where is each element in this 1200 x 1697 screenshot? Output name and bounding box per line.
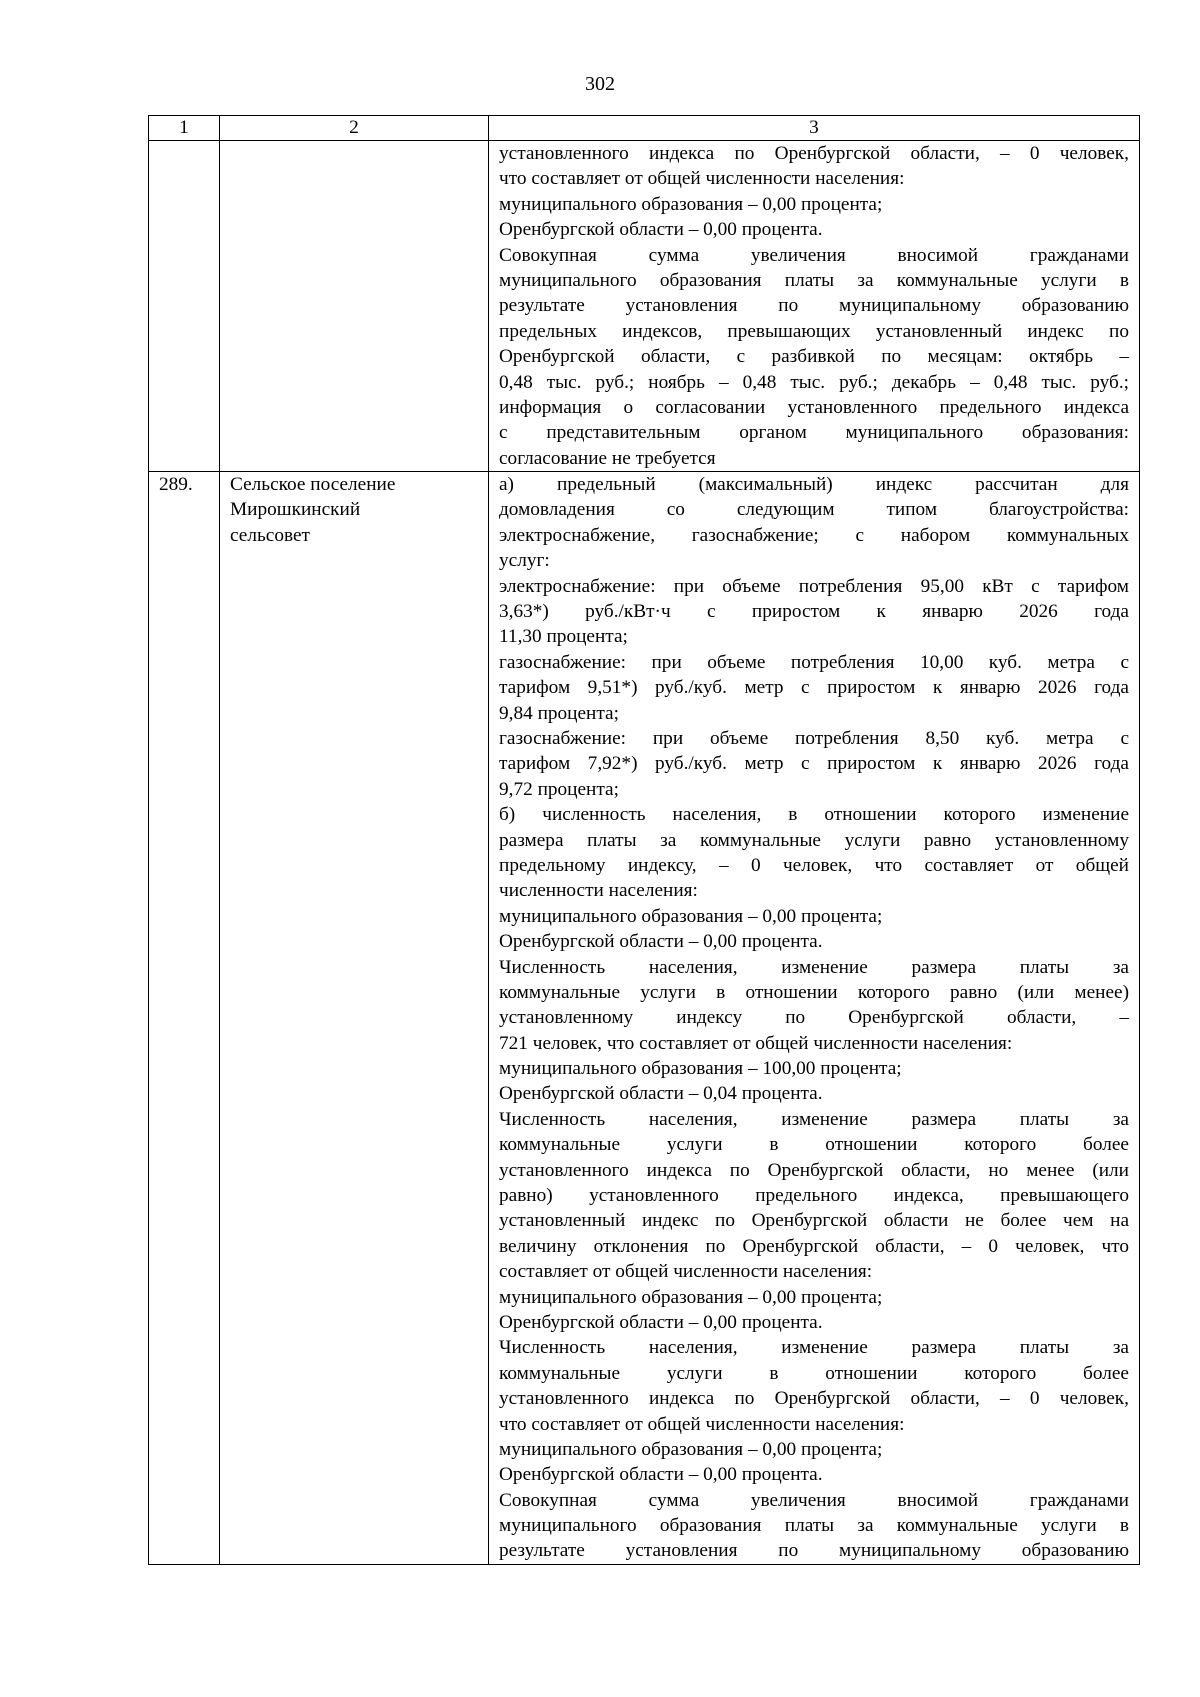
text-line: информация о согласовании установленного предельного индекса: [499, 396, 1129, 418]
row-content-cell: [489, 472, 1140, 1565]
name-line: Мирошкинский: [230, 499, 361, 521]
row-name-cell: [220, 472, 489, 1565]
row-number-cell: 289.: [149, 472, 220, 1565]
row-content-cell: [489, 141, 1140, 472]
row-name-cell: [220, 141, 489, 472]
text-line: муниципального образования – 100,00 процента;: [499, 1058, 902, 1080]
text-line: Совокупная сумма увеличения вносимой гражданами: [499, 244, 1129, 266]
text-line: равно) установленного предельного индекса, превышающего: [499, 1185, 1129, 1207]
text-line: Численность населения, изменение размера платы за: [499, 1108, 1129, 1130]
text-line: величину отклонения по Оренбургской области, – 0 человек, что: [499, 1235, 1129, 1257]
text-line: численности населения:: [499, 880, 698, 902]
text-line: Оренбургской области – 0,00 процента.: [499, 931, 823, 953]
text-line: Оренбургской области – 0,00 процента.: [499, 1464, 823, 1486]
table-header-row: [149, 116, 1140, 141]
text-line: услуг:: [499, 550, 550, 572]
text-line: а) предельный (максимальный) индекс рассчитан для: [499, 474, 1129, 496]
name-line: сельсовет: [230, 524, 310, 546]
text-line: муниципального образования – 0,00 процента;: [499, 193, 883, 215]
text-line: 11,30 процента;: [499, 626, 628, 648]
text-line: коммунальные услуги в отношении которого более: [499, 1134, 1129, 1156]
text-line: установленного индекса по Оренбургской области, но менее (или: [499, 1159, 1129, 1181]
text-line: Оренбургской области – 0,04 процента.: [499, 1083, 823, 1105]
column-header-3: 3: [489, 116, 1140, 141]
column-header-2: 2: [220, 116, 489, 141]
name-line: Сельское поселение: [230, 474, 396, 496]
text-line: установленный индекс по Оренбургской области не более чем на: [499, 1210, 1129, 1232]
table-row-continued: [149, 141, 1140, 472]
text-line: 721 человек, что составляет от общей численности населения:: [499, 1032, 1013, 1054]
text-line: электроснабжение: при объеме потребления 95,00 кВт с тарифом: [499, 575, 1129, 597]
text-line: 9,72 процента;: [499, 778, 619, 800]
column-header-1: 1: [149, 116, 220, 141]
text-line: Оренбургской области, с разбивкой по месяцам: октябрь –: [499, 346, 1129, 368]
text-line: муниципального образования платы за коммунальные услуги в: [499, 1515, 1129, 1537]
text-line: Численность населения, изменение размера платы за: [499, 956, 1129, 978]
text-line: с представительным органом муниципального образования:: [499, 422, 1129, 444]
text-line: Совокупная сумма увеличения вносимой гражданами: [499, 1489, 1129, 1511]
page-number: 302: [585, 73, 615, 95]
text-line: Оренбургской области – 0,00 процента.: [499, 219, 823, 241]
text-line: б) численность населения, в отношении которого изменение: [499, 804, 1129, 826]
text-line: муниципального образования платы за коммунальные услуги в: [499, 269, 1129, 291]
text-line: муниципального образования – 0,00 процента;: [499, 1438, 883, 1460]
text-line: согласование не требуется: [499, 447, 716, 469]
text-line: результате установления по муниципальному образованию: [499, 295, 1129, 317]
text-line: 9,84 процента;: [499, 702, 619, 724]
text-line: газоснабжение: при объеме потребления 10,00 куб. метра с: [499, 651, 1129, 673]
text-line: предельному индексу, – 0 человек, что составляет от общей: [499, 854, 1129, 876]
text-line: электроснабжение, газоснабжение; с набором коммунальных: [499, 524, 1129, 546]
text-line: 3,63*) руб./кВт·ч с приростом к январю 2026 года: [499, 601, 1129, 623]
text-line: результате установления по муниципальному образованию: [499, 1540, 1129, 1562]
text-line: коммунальные услуги в отношении которого более: [499, 1362, 1129, 1384]
text-line: Численность населения, изменение размера платы за: [499, 1337, 1129, 1359]
text-line: муниципального образования – 0,00 процента;: [499, 1286, 883, 1308]
table-row-289: [149, 472, 1140, 1565]
text-line: установленного индекса по Оренбургской области, – 0 человек,: [499, 143, 1129, 164]
text-line: что составляет от общей численности населения:: [499, 168, 905, 190]
text-line: установленному индексу по Оренбургской области, –: [499, 1007, 1129, 1029]
text-line: тарифом 9,51*) руб./куб. метр с приростом к январю 2026 года: [499, 677, 1129, 699]
text-line: домовладения со следующим типом благоустройства:: [499, 499, 1129, 521]
text-line: составляет от общей численности населения:: [499, 1261, 873, 1283]
text-line: газоснабжение: при объеме потребления 8,50 куб. метра с: [499, 727, 1129, 749]
text-line: Оренбургской области – 0,00 процента.: [499, 1311, 823, 1333]
data-table: [148, 115, 1140, 1565]
text-line: коммунальные услуги в отношении которого равно (или менее): [499, 981, 1129, 1003]
text-line: 0,48 тыс. руб.; ноябрь – 0,48 тыс. руб.; декабрь – 0,48 тыс. руб.;: [499, 371, 1129, 393]
text-line: предельных индексов, превышающих установленный индекс по: [499, 320, 1129, 342]
text-line: размера платы за коммунальные услуги равно установленному: [499, 829, 1129, 851]
row-number-cell: [149, 141, 220, 472]
text-line: тарифом 7,92*) руб./куб. метр с приростом к январю 2026 года: [499, 753, 1129, 775]
text-line: установленного индекса по Оренбургской области, – 0 человек,: [499, 1388, 1129, 1410]
text-line: что составляет от общей численности населения:: [499, 1413, 905, 1435]
text-line: муниципального образования – 0,00 процента;: [499, 905, 883, 927]
